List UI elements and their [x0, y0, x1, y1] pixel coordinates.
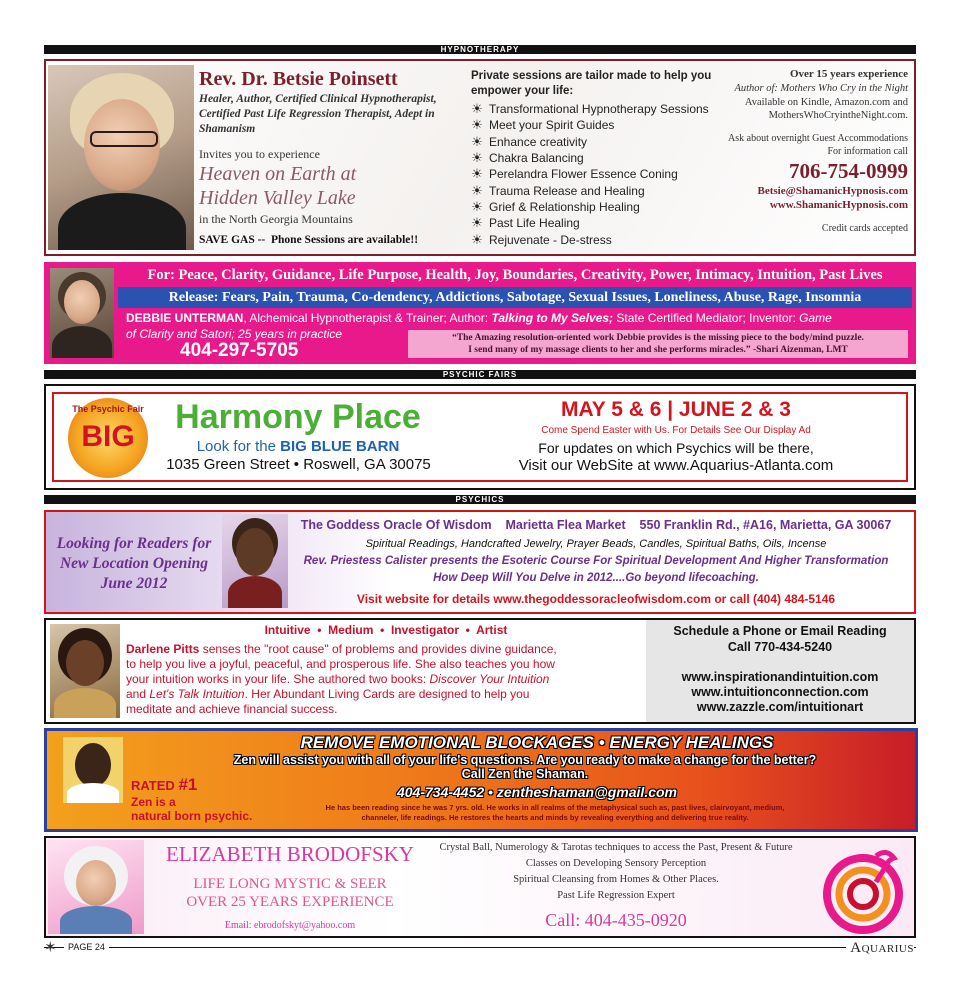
zen-headline: REMOVE EMOTIONAL BLOCKAGES • ENERGY HEALINGS	[300, 733, 774, 752]
debbie-photo	[50, 268, 114, 358]
zen-photo	[63, 737, 123, 803]
sun-icon: ☀	[471, 215, 483, 231]
debbie-for-line: For: Peace, Clarity, Guidance, Life Purpose, Health, Joy, Boundaries, Creativity, Power, Intimacy, Intuition, Past Lives	[147, 267, 883, 283]
sun-icon: ☀	[471, 101, 483, 117]
footer-brand: AQUARIUS	[846, 940, 914, 957]
flamingo-logo-art	[816, 840, 910, 934]
logo-big-text: BIG	[81, 420, 135, 453]
darlene-tagline: Intuitive • Medium • Investigator • Artist	[264, 623, 508, 637]
darlene-book-1: Discover Your Intuition	[429, 672, 550, 686]
elizabeth-service-3: Spiritual Cleansing from Homes & Other Places.	[513, 874, 719, 885]
elizabeth-service-4: Past Life Regression Expert	[557, 890, 675, 901]
debbie-quote: “The Amazing resolution-oriented work Debbie provides is the missing piece to the body/mind puzzle. I send many of my massage clients to her and she performs miracles.” -Shari Aizenman, LMT	[408, 330, 908, 358]
betsie-invites: Invites you to experience	[199, 147, 320, 161]
elizabeth-service-2: Classes on Developing Sensory Perception	[525, 858, 707, 869]
sun-icon: ☀	[471, 198, 483, 214]
service-item: ☀ Rejuvenate - De-stress	[471, 231, 612, 247]
betsie-photo	[48, 65, 194, 250]
darlene-photo	[50, 624, 120, 718]
goddess-looking: Looking for Readers for New Location Opening June 2012	[56, 535, 212, 592]
debbie-release-line: Release: Fears, Pain, Trauma, Co-dendency, Addictions, Sabotage, Sexual Issues, Loneliness, Abuse, Rage, Insomnia	[118, 287, 912, 308]
betsie-ad	[44, 59, 916, 256]
elizabeth-photo	[48, 840, 144, 934]
darlene-web-2[interactable]: www.intuitionconnection.com	[691, 685, 869, 699]
service-item: ☀ Transformational Hypnotherapy Sessions	[471, 101, 709, 117]
betsie-info: For information call	[827, 146, 908, 157]
darlene-book-2: Let's Talk Intuition	[149, 687, 245, 701]
harmony-look-for: Look for the BIG BLUE BARN	[196, 438, 400, 455]
footer-rule	[44, 947, 916, 948]
betsie-web[interactable]: www.ShamanicHypnosis.com	[769, 199, 908, 211]
harmony-title: Harmony Place	[175, 398, 421, 436]
goddess-visit[interactable]: Visit website for details www.thegoddessoracleofwisdom.com or call (404) 484-5146	[356, 592, 836, 606]
goddess-photo	[222, 514, 288, 608]
zen-small-1: He has been reading since he was 7 yrs. old. He works in all realms of the metaphysical such as, past lives, clairvoyant, medium,	[325, 803, 785, 812]
zen-natural: Zen is a natural born psychic.	[131, 795, 253, 823]
service-item: ☀ Meet your Spirit Guides	[471, 117, 615, 133]
zen-rated: RATED #1	[131, 775, 198, 794]
debbie-book: Talking to My Selves;	[491, 311, 614, 325]
harmony-barn: BIG BLUE BARN	[280, 438, 400, 455]
betsie-headline-1: Heaven on Earth at	[199, 163, 357, 185]
elizabeth-ad	[44, 836, 916, 938]
betsie-experience: Over 15 years experience	[789, 68, 908, 80]
betsie-services-list	[471, 101, 711, 248]
debbie-invention: Game	[799, 311, 832, 325]
service-item: ☀ Enhance creativity	[471, 133, 588, 149]
goddess-delve: How Deep Will You Delve in 2012....Go beyond lifecoaching.	[433, 572, 759, 584]
betsie-phone[interactable]: 706-754-0999	[789, 159, 908, 183]
betsie-intro-1: Private sessions are tailor made to help you	[471, 70, 712, 82]
betsie-name: Rev. Dr. Betsie Poinsett	[199, 68, 398, 90]
elizabeth-line-1: LIFE LONG MYSTIC & SEER	[193, 876, 387, 892]
betsie-available-1: Available on Kindle, Amazon.com and	[744, 97, 908, 108]
betsie-credit: Credit cards accepted	[821, 223, 908, 234]
betsie-author: Author of: Mothers Who Cry in the Night	[734, 83, 908, 94]
betsie-headline-2: Hidden Valley Lake	[199, 187, 356, 209]
zen-small-2: channeler, life readings. He restores the hearts and minds by revealing everything and delivering true reality.	[361, 813, 749, 822]
harmony-address: 1035 Green Street • Roswell, GA 30075	[166, 456, 431, 473]
harmony-dates: MAY 5 & 6 | JUNE 2 & 3	[561, 398, 791, 421]
darlene-schedule: Schedule a Phone or Email Reading	[673, 624, 887, 638]
betsie-available-2: MothersWhoCryintheNight.com.	[768, 110, 908, 121]
betsie-titles: Healer, Author, Certified Clinical Hypnotherapist, Certified Past Life Regression Therapist, Adept in Shamanism	[199, 93, 437, 135]
debbie-ad	[44, 262, 916, 364]
service-item: ☀ Trauma Release and Healing	[471, 182, 645, 198]
sun-icon: ☀	[471, 150, 483, 166]
sun-icon: ☀	[471, 117, 483, 133]
elizabeth-name: ELIZABETH BRODOFSKY	[166, 842, 414, 866]
section-header-psychics: PSYCHICS	[44, 495, 916, 504]
flamingo-logo	[816, 840, 910, 934]
elizabeth-service-1: Crystal Ball, Numerology & Tarotas techniques to access the Past, Present & Future	[439, 842, 793, 853]
darlene-ad	[44, 618, 916, 724]
zen-ad	[44, 728, 918, 832]
harmony-visit[interactable]: Visit our WebSite at www.Aquarius-Atlanta.com	[518, 457, 834, 474]
betsie-email[interactable]: Betsie@ShamanicHypnosis.com	[757, 185, 908, 197]
betsie-save-gas: SAVE GAS -- Phone Sessions are available!!	[199, 234, 419, 246]
section-header-hypnotherapy: HYPNOTHERAPY	[44, 45, 916, 54]
sun-icon: ☀	[471, 133, 483, 149]
sun-icon: ☀	[471, 182, 483, 198]
zen-contact[interactable]: 404-734-4452 • zentheshaman@gmail.com	[396, 784, 677, 800]
darlene-web-1[interactable]: www.inspirationandintuition.com	[681, 670, 879, 684]
darlene-web-3[interactable]: www.zazzle.com/intuitionart	[696, 700, 864, 714]
harmony-updates: For updates on which Psychics will be there,	[538, 440, 814, 456]
psychic-fair-logo	[68, 398, 148, 478]
debbie-phone[interactable]: 404-297-5705	[180, 340, 299, 361]
service-item: ☀ Past Life Healing	[471, 215, 580, 231]
logo-top-text: The Psychic Fair	[72, 404, 144, 414]
betsie-right-column	[698, 68, 908, 234]
debbie-name: DEBBIE UNTERMAN	[126, 311, 244, 325]
harmony-easter: Come Spend Easter with Us. For Details See Our Display Ad	[541, 425, 811, 436]
elizabeth-line-2: OVER 25 YEARS EXPERIENCE	[186, 894, 394, 910]
goddess-items: Spiritual Readings, Handcrafted Jewelry, Prayer Beads, Candles, Spiritual Baths, Oils, Incense	[365, 538, 827, 550]
betsie-location: in the North Georgia Mountains	[199, 212, 353, 226]
darlene-call[interactable]: Call 770-434-5240	[727, 640, 833, 654]
darlene-name: Darlene Pitts	[126, 642, 200, 656]
debbie-description: DEBBIE UNTERMAN, Alchemical Hypnotherapist & Trainer; Author: Talking to My Selves; State Certified Mediator; Inventor: Game	[126, 311, 832, 325]
service-item: ☀ Chakra Balancing	[471, 150, 584, 166]
footer-page: PAGE 24	[64, 942, 109, 952]
sun-icon: ☀	[471, 231, 483, 247]
darlene-contact-box	[646, 620, 914, 722]
service-item: ☀ Perelandra Flower Essence Coning	[471, 166, 678, 182]
zen-line-2: Call Zen the Shaman.	[461, 767, 589, 781]
harmony-ad	[44, 384, 916, 490]
goddess-course: Rev. Priestess Calister presents the Esoteric Course For Spiritual Development And Higher Transformation	[303, 555, 889, 567]
sun-icon: ☀	[471, 166, 483, 182]
footer-star-icon: ✶	[44, 939, 57, 956]
betsie-accom: Ask about overnight Guest Accommodations	[728, 133, 908, 144]
debbie-line-2: of Clarity and Satori; 25 years in practice	[126, 327, 343, 341]
elizabeth-email[interactable]: Email: ebrodofskyt@yahoo.com	[224, 920, 356, 931]
zen-line-1: Zen will assist you with all of your life's questions. Are you ready to make a change for the better?	[233, 753, 817, 767]
betsie-intro-2: empower your life:	[471, 85, 574, 97]
darlene-bio: Darlene Pitts senses the "root cause" of problems and provides divine guidance, to help you live a joyful, peaceful, and prosperous life. She also teaches you how your intuition works in your life. She authored two books: Discover Your Intuition and Let's Talk Intuition. Her Abundant Living Cards are designed to help you meditate and achieve financial success.	[126, 642, 557, 716]
goddess-ad	[44, 510, 916, 614]
elizabeth-call[interactable]: Call: 404-435-0920	[545, 910, 687, 930]
service-item: ☀ Grief & Relationship Healing	[471, 198, 640, 214]
goddess-header: The Goddess Oracle Of Wisdom Marietta Flea Market 550 Franklin Rd., #A16, Marietta, GA 30067	[300, 518, 892, 532]
section-header-psychic-fairs: PSYCHIC FAIRS	[44, 370, 916, 379]
